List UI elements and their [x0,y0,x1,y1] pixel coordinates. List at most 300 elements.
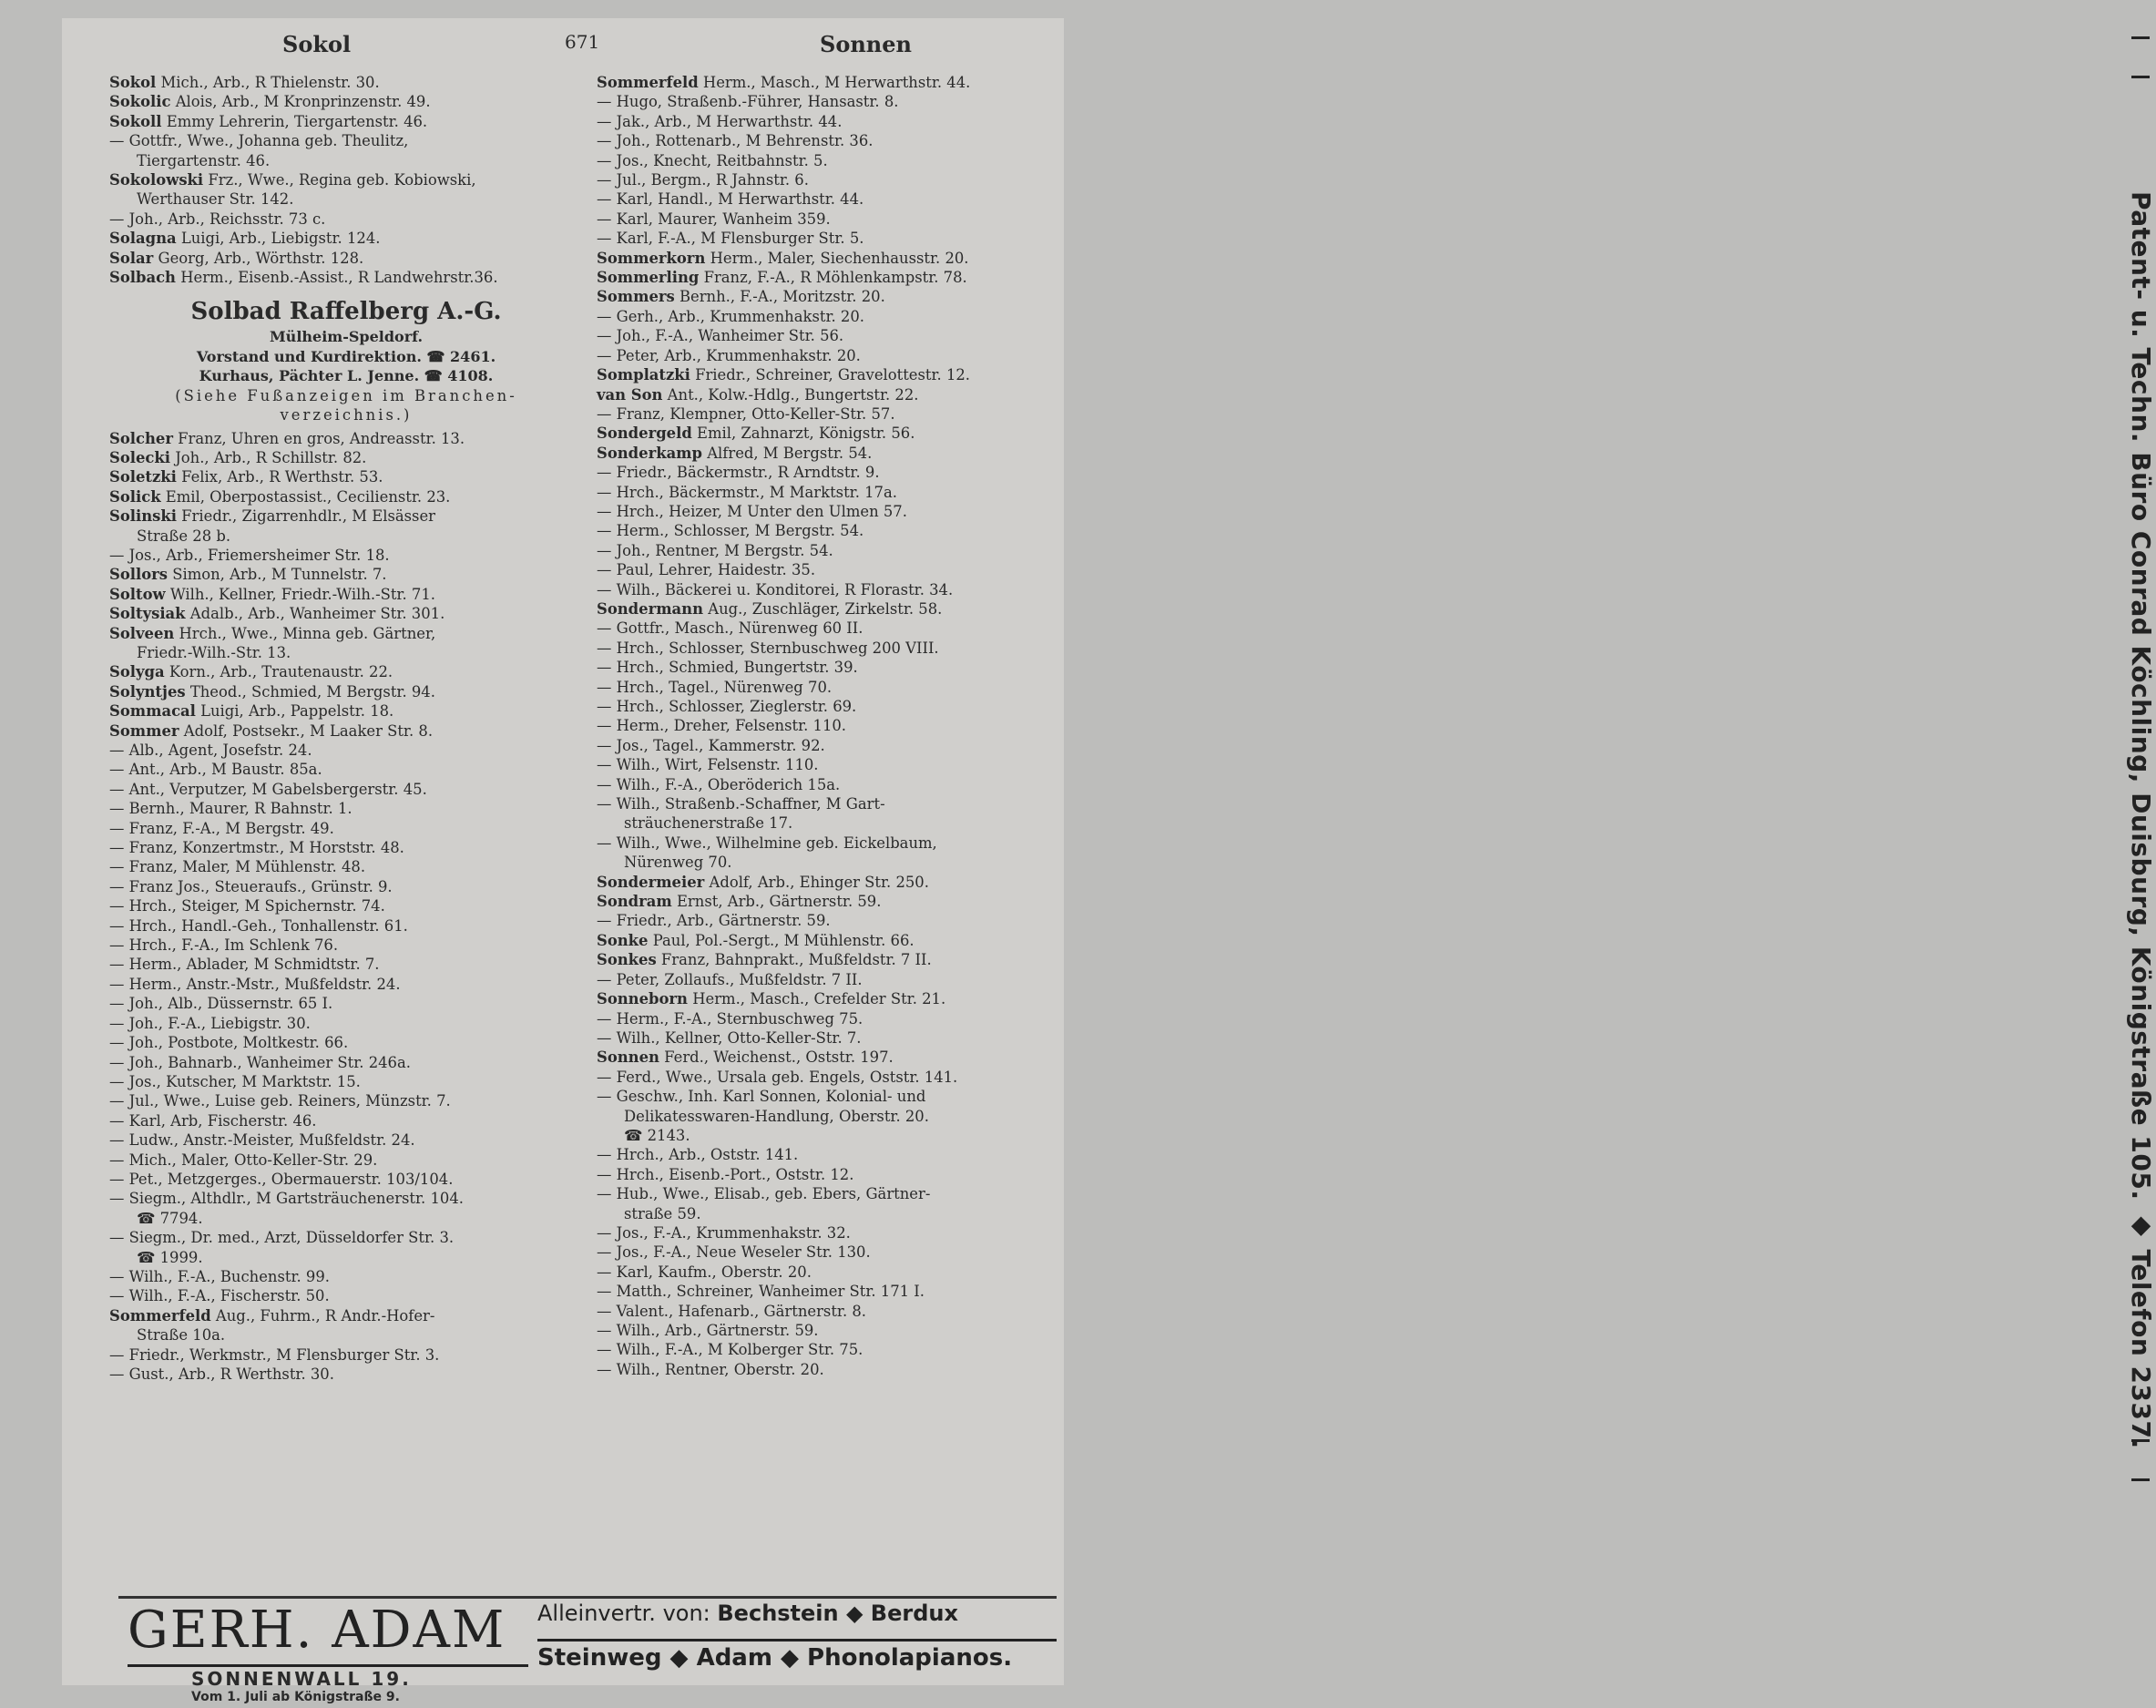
entry-text: — Alb., Agent, Josefstr. 24. [109,741,312,759]
entry-text: Alois, Arb., M Kronprinzenstr. 49. [170,93,431,111]
directory-entry [597,1107,1043,1126]
directory-entry [597,1223,1043,1243]
directory-entry [597,736,1043,755]
directory-entry [109,1111,583,1130]
entry-surname: Sonke [597,931,649,949]
directory-entry [109,1072,583,1091]
entry-text: — Jak., Arb., M Herwarthstr. 44. [597,112,843,130]
entry-text: — Pet., Metzgerges., Obermauerstr. 103/104. [109,1170,454,1188]
entry-text: — Hrch., Schlosser, Zieglerstr. 69. [597,698,857,715]
directory-entry [597,287,1043,306]
directory-entry [597,385,1043,404]
entry-text: — Joh., Rottenarb., M Behrenstr. 36. [597,132,874,150]
directory-entry [597,73,1043,92]
entry-text: Georg, Arb., Wörthstr. 128. [153,249,364,267]
entry-surname: Sondram [597,893,672,911]
page-number: 671 [565,31,600,53]
directory-entry [597,755,1043,774]
entry-text: ☎ 1999. [137,1248,203,1266]
directory-entry [109,585,583,604]
entry-text: Franz, F.-A., R Möhlenkampstr. 78. [699,269,967,287]
directory-entry [597,853,1043,872]
entry-surname: Sommerfeld [597,74,699,91]
entry-surname: Sonkes [597,951,657,969]
directory-entry [597,541,1043,560]
directory-entry [109,604,583,623]
directory-entry [109,760,583,779]
entry-text: — Hrch., Arb., Oststr. 141. [597,1146,799,1164]
entry-text: Adalb., Arb., Wanheimer Str. 301. [185,605,445,623]
directory-entry [109,1286,583,1305]
directory-entry [597,1340,1043,1359]
entry-text: — Hrch., Schlosser, Sternbuschweg 200 VIII. [597,639,939,657]
entry-text: Straße 10a. [137,1326,226,1345]
directory-entry [109,229,583,248]
directory-entry [109,1267,583,1286]
entry-surname: Solyga [109,663,165,681]
entry-surname: Solar [109,249,154,267]
entry-text: — Herm., F.-A., Sternbuschweg 75. [597,1009,863,1028]
entry-text: — Karl, Maurer, Wanheim 359. [597,210,831,228]
entry-text: — Hrch., Steiger, M Spichernstr. 74. [109,897,385,915]
entry-text: — Bernh., Maurer, R Bahnstr. 1. [109,800,353,818]
entry-surname: Solcher [109,429,173,447]
entry-text: — Hrch., Heizer, M Unter den Ulmen 57. [597,502,907,520]
entry-text: Alfred, M Bergstr. 54. [702,444,873,462]
directory-entry [597,658,1043,677]
entry-text: — Jos., Knecht, Reitbahnstr. 5. [597,151,828,169]
directory-entry [597,210,1043,229]
entry-text: Herm., Maler, Siechenhausstr. 20. [705,249,969,267]
directory-entry [109,112,583,131]
ad-company-name: GERH. ADAM [128,1601,506,1660]
entry-text: Frz., Wwe., Regina geb. Kobiowski, [203,171,476,189]
entry-text: Mich., Arb., R Thielenstr. 30. [156,74,380,91]
entry-text: — Hrch., Bäckermstr., M Marktstr. 17a. [597,483,897,501]
directory-entry [109,838,583,857]
directory-entry [597,794,1043,813]
directory-entry [109,780,583,799]
entry-surname: Sokolic [109,93,171,111]
directory-entry [597,1126,1043,1145]
entry-text: Adolf, Postsekr., M Laaker Str. 8. [179,721,434,740]
entry-text: — Peter, Arb., Krummenhakstr. 20. [597,346,861,364]
entry-text: — Hub., Wwe., Elisab., geb. Ebers, Gärtner- [597,1185,931,1203]
entry-text: — Wilh., Rentner, Oberstr. 20. [597,1360,824,1378]
ad-rule-right [537,1639,1057,1642]
directory-entry [597,1302,1043,1321]
entry-text: Theod., Schmied, M Bergstr. 94. [185,682,435,701]
entry-text: Herm., Eisenb.-Assist., R Landwehrstr.36. [175,269,498,287]
directory-entry [109,624,583,643]
entry-text: Hrch., Wwe., Minna geb. Gärtner, [174,624,436,642]
entry-text: Paul, Pol.-Sergt., M Mühlenstr. 66. [648,931,915,949]
directory-entry [597,1184,1043,1203]
ad-agency-prefix: Alleinvertr. von: [537,1601,710,1626]
right-column [597,73,1043,1379]
side-ad-text: Patent- u. Techn. Büro Conrad Köchling, Duisburg, Königstraße 105. ◆ Telefon 2337. [2126,191,2156,1449]
directory-entry [109,1130,583,1150]
directory-entry [109,565,583,584]
entry-text: — Paul, Lehrer, Haidestr. 35. [597,561,816,579]
directory-entry [109,936,583,955]
directory-entry [597,365,1043,384]
entry-surname: Sonderkamp [597,444,702,462]
entry-text: Friedr.-Wilh.-Str. 13. [137,643,291,661]
directory-entry [597,678,1043,697]
entry-surname: Soltysiak [109,605,186,623]
solbad-block [109,296,583,428]
entry-text: — Karl, Kaufm., Oberstr. 20. [597,1263,812,1281]
directory-entry [109,857,583,876]
directory-entry [597,1263,1043,1282]
entry-text: Herm., Masch., M Herwarthstr. 44. [698,74,971,91]
directory-entry [109,170,583,189]
directory-entry [109,131,583,150]
directory-entry [109,1248,583,1267]
entry-surname: Sokoll [109,112,162,130]
entry-surname: Solyntjes [109,682,186,701]
bottom-advertisement [118,1596,1057,1708]
entry-text: — Jos., Kutscher, M Marktstr. 15. [109,1072,361,1090]
directory-entry [597,326,1043,345]
entry-surname: Sondergeld [597,424,692,443]
directory-entry [109,92,583,111]
directory-entry [597,404,1043,424]
entry-surname: Sonnen [597,1048,659,1067]
directory-entry [597,521,1043,540]
entry-text: Friedr., Zigarrenhdlr., M Elsässer [176,507,435,526]
directory-entry [597,307,1043,326]
running-head [100,26,1057,62]
directory-entry [109,1345,583,1365]
entry-text: — Ant., Verputzer, M Gabelsbergerstr. 45. [109,780,427,798]
directory-entry [109,643,583,662]
entry-text: Wilh., Kellner, Friedr.-Wilh.-Str. 71. [165,585,435,603]
directory-entry [597,989,1043,1008]
directory-entry [597,599,1043,619]
ad-move-note: Vom 1. Juli ab Königstraße 9. [191,1690,400,1704]
directory-entry [109,1228,583,1247]
directory-entry [109,527,583,546]
left-entries-a [109,73,583,287]
directory-entry [597,1360,1043,1379]
directory-entry [109,506,583,526]
directory-entry [109,1151,583,1170]
directory-entry [597,249,1043,268]
entry-text: — Wilh., Kellner, Otto-Keller-Str. 7. [597,1028,862,1047]
directory-entry [109,1014,583,1033]
entry-text: — Gottfr., Masch., Nürenweg 60 II. [597,619,863,638]
entry-text: Franz, Bahnprakt., Mußfeldstr. 7 II. [656,951,932,969]
entry-text: — Jos., Tagel., Kammerstr. 92. [597,736,825,754]
left-entries-b [109,429,583,1385]
directory-entry [597,1282,1043,1301]
right-entries [597,73,1043,1379]
directory-entry [597,1165,1043,1184]
entry-surname: Sommacal [109,702,196,721]
directory-entry [597,697,1043,716]
entry-text: — Hrch., Schmied, Bungertstr. 39. [597,659,858,677]
entry-text: — Herm., Dreher, Felsenstr. 110. [597,717,847,735]
directory-entry [597,931,1043,950]
directory-entry [109,955,583,974]
directory-entry [597,424,1043,443]
directory-entry [597,873,1043,892]
entry-surname: Sokol [109,74,157,91]
entry-text: — Herm., Anstr.-Mstr., Mußfeldstr. 24. [109,975,401,993]
directory-entry [597,92,1043,111]
entry-text: — Friedr., Werkmstr., M Flensburger Str. 3. [109,1345,440,1364]
entry-text: — Wilh., Wwe., Wilhelmine geb. Eickelbaum, [597,834,937,852]
directory-entry [109,819,583,838]
entry-text: — Ant., Arb., M Baustr. 85a. [109,761,322,779]
directory-entry [109,1209,583,1228]
directory-entry [597,483,1043,502]
entry-text: — Franz, Klempner, Otto-Keller-Str. 57. [597,404,895,423]
entry-text: — Joh., Arb., Reichsstr. 73 c. [109,210,326,228]
solbad-line-3: (Siehe Fußanzeigen im Branchen- [175,386,517,404]
entry-text: Emmy Lehrerin, Tiergartenstr. 46. [161,112,428,130]
directory-entry [109,467,583,486]
entry-text: — Wilh., Arb., Gärtnerstr. 59. [597,1322,819,1339]
entry-text: Ferd., Weichenst., Oststr. 197. [659,1048,894,1067]
directory-entry [597,639,1043,658]
directory-entry [597,189,1043,209]
entry-text: Nürenweg 70. [624,854,732,872]
entry-surname: Somplatzki [597,366,690,384]
directory-entry [597,1321,1043,1340]
entry-text: — Wilh., F.-A., M Kolberger Str. 75. [597,1341,863,1359]
entry-text: Korn., Arb., Trautenaustr. 22. [164,663,393,681]
entry-text: — Ferd., Wwe., Ursala geb. Engels, Oststr. 141. [597,1068,958,1086]
entry-text: — Wilh., Bäckerei u. Konditorei, R Florastr. 34. [597,580,954,598]
directory-entry [109,741,583,760]
directory-entry [109,682,583,701]
entry-text: — Jul., Bergm., R Jahnstr. 6. [597,171,809,189]
directory-entry [597,444,1043,463]
entry-text: — Franz, F.-A., M Bergstr. 49. [109,819,334,837]
entry-surname: Soletzki [109,468,177,486]
directory-entry [109,1325,583,1345]
directory-entry [597,1028,1043,1048]
entry-text: Adolf, Arb., Ehinger Str. 250. [704,873,929,891]
entry-text: — Gerh., Arb., Krummenhakstr. 20. [597,307,864,325]
solbad-line-4: verzeichnis.) [280,406,413,424]
directory-entry [109,877,583,896]
entry-surname: Solecki [109,448,170,466]
directory-entry [597,1048,1043,1067]
directory-entry [597,950,1043,969]
directory-entry [597,346,1043,365]
entry-text: — Peter, Zollaufs., Mußfeldstr. 7 II. [597,970,863,988]
entry-surname: Solveen [109,624,175,642]
entry-text: Bernh., F.-A., Moritzstr. 20. [674,288,885,306]
entry-text: — Herm., Ablader, M Schmidtstr. 7. [109,956,380,974]
ad-address: SONNENWALL 19. [191,1668,412,1690]
directory-entry [109,1306,583,1325]
entry-surname: Solick [109,487,161,506]
entry-text: Emil, Oberpostassist., Cecilienstr. 23. [160,487,451,506]
entry-surname: Sonneborn [597,990,688,1008]
entry-text: — Siegm., Dr. med., Arzt, Düsseldorfer Str. 3. [109,1229,455,1247]
solbad-location: Mülheim-Speldorf. [269,328,424,346]
entry-text: — Joh., F.-A., Liebigstr. 30. [109,1014,311,1032]
entry-text: — Hrch., Tagel., Nürenweg 70. [597,678,833,696]
directory-entry [109,189,583,209]
directory-entry [109,916,583,936]
entry-text: — Friedr., Arb., Gärtnerstr. 59. [597,912,831,930]
entry-text: Franz, Uhren en gros, Andreasstr. 13. [172,429,465,447]
header-left-keyword: Sokol [282,31,352,57]
entry-text: — Joh., F.-A., Wanheimer Str. 56. [597,327,844,345]
directory-entry [109,429,583,448]
directory-entry [597,1243,1043,1262]
directory-entry [597,775,1043,794]
entry-surname: Sokolowski [109,171,204,189]
entry-surname: Solagna [109,230,177,248]
entry-text: — Hrch., Eisenb.-Port., Oststr. 12. [597,1165,854,1183]
directory-entry [109,210,583,229]
directory-entry [109,721,583,741]
directory-entry [597,1204,1043,1223]
entry-text: Herm., Masch., Crefelder Str. 21. [687,990,946,1008]
side-advertisement [1057,36,2156,1494]
entry-text: — Karl, F.-A., M Flensburger Str. 5. [597,230,864,248]
entry-text: — Franz Jos., Steueraufs., Grünstr. 9. [109,877,393,895]
entry-text: — Joh., Rentner, M Bergstr. 54. [597,541,833,559]
directory-entry [109,662,583,681]
entry-text: — Wilh., F.-A., Oberöderich 15a. [597,775,841,793]
entry-text: — Karl, Arb, Fischerstr. 46. [109,1111,317,1130]
entry-surname: Soltow [109,585,166,603]
directory-entry [597,463,1043,482]
directory-entry [109,701,583,721]
directory-entry [109,994,583,1013]
entry-text: — Gottfr., Wwe., Johanna geb. Theulitz, [109,132,409,150]
entry-text: ☎ 2143. [624,1126,690,1144]
entry-surname: Sondermeier [597,873,705,891]
entry-text: Straße 28 b. [137,527,231,545]
entry-text: — Jos., Arb., Friemersheimer Str. 18. [109,546,390,564]
directory-entry [109,1365,583,1384]
ad-brands-line: Steinweg ◆ Adam ◆ Phonolapianos. [537,1644,1013,1672]
directory-entry [597,1087,1043,1106]
directory-entry [109,546,583,565]
entry-text: Aug., Fuhrm., R Andr.-Hofer- [210,1306,435,1324]
directory-entry [597,1068,1043,1087]
directory-entry [597,813,1043,833]
entry-surname: Sondermann [597,599,704,618]
entry-text: — Jos., F.-A., Neue Weseler Str. 130. [597,1243,871,1262]
entry-text: Delikatesswaren-Handlung, Oberstr. 20. [624,1107,929,1125]
directory-entry [597,502,1043,521]
directory-entry [109,799,583,818]
entry-text: — Valent., Hafenarb., Gärtnerstr. 8. [597,1302,867,1320]
entry-text: Ernst, Arb., Gärtnerstr. 59. [671,893,882,911]
entry-text: — Wilh., F.-A., Buchenstr. 99. [109,1267,330,1285]
directory-entry [597,1145,1043,1164]
entry-surname: Sommers [597,288,675,306]
ad-rule-left [128,1664,528,1667]
ad-agency-brands: Bechstein ◆ Berdux [717,1601,958,1626]
directory-entry [109,1189,583,1208]
directory-entry [109,73,583,92]
entry-text: — Karl, Handl., M Herwarthstr. 44. [597,190,864,209]
entry-text: — Geschw., Inh. Karl Sonnen, Kolonial- und [597,1088,926,1106]
directory-entry [109,1033,583,1052]
entry-text: — Wilh., F.-A., Fischerstr. 50. [109,1287,330,1305]
entry-text: straße 59. [624,1204,701,1222]
entry-text: Friedr., Schreiner, Gravelottestr. 12. [690,366,971,384]
entry-text: — Joh., Bahnarb., Wanheimer Str. 246a. [109,1053,411,1071]
ad-agency-line [537,1601,958,1626]
directory-entry [109,896,583,915]
directory-entry [109,975,583,994]
entry-text: — Jul., Wwe., Luise geb. Reiners, Münzstr. 7. [109,1092,451,1110]
directory-entry [597,1009,1043,1028]
entry-text: — Hugo, Straßenb.-Führer, Hansastr. 8. [597,93,899,111]
directory-entry [109,268,583,287]
entry-surname: Solbach [109,269,176,287]
entry-surname: Sommerfeld [109,1306,211,1324]
entry-text: — Matth., Schreiner, Wanheimer Str. 171 I. [597,1283,925,1301]
directory-entry [597,716,1043,735]
directory-entry [109,448,583,467]
directory-entry [109,1170,583,1189]
directory-entry [109,1053,583,1072]
directory-entry [597,268,1043,287]
directory-entry [597,892,1043,911]
entry-text: Luigi, Arb., Pappelstr. 18. [195,702,394,721]
entry-surname: van Son [597,385,663,404]
entry-text: — Mich., Maler, Otto-Keller-Str. 29. [109,1151,378,1169]
entry-text: — Herm., Schlosser, M Bergstr. 54. [597,522,864,540]
entry-text: — Wilh., Straßenb.-Schaffner, M Gart- [597,795,885,813]
header-right-keyword: Sonnen [820,31,912,57]
directory-entry [597,151,1043,170]
solbad-line-1: Vorstand und Kurdirektion. ☎ 2461. [196,347,496,365]
entry-text: — Siegm., Althdlr., M Gartsträuchenerstr. 104. [109,1190,464,1208]
left-column [109,73,583,1384]
entry-text: Aug., Zuschläger, Zirkelstr. 58. [703,599,943,618]
directory-entry [597,970,1043,989]
directory-entry [597,112,1043,131]
directory-entry [109,249,583,268]
directory-entry [597,911,1043,930]
entry-text: Joh., Arb., R Schillstr. 82. [170,448,367,466]
directory-entry [109,1091,583,1110]
side-rule-top [2131,36,2150,78]
entry-text: Emil, Zahnarzt, Königstr. 56. [691,424,915,443]
entry-text: — Joh., Alb., Düssernstr. 65 I. [109,995,333,1013]
entry-text: — Ludw., Anstr.-Meister, Mußfeldstr. 24. [109,1131,415,1150]
entry-surname: Solinski [109,507,177,526]
entry-text: — Franz, Maler, M Mühlenstr. 48. [109,858,366,876]
entry-surname: Sollors [109,566,169,584]
entry-text: Ant., Kolw.-Hdlg., Bungertstr. 22. [662,385,919,404]
entry-text: Tiergartenstr. 46. [137,151,271,169]
entry-text: — Joh., Postbote, Moltkestr. 66. [109,1034,349,1052]
directory-entry [597,131,1043,150]
directory-entry [597,619,1043,638]
entry-text: — Hrch., Handl.-Geh., Tonhallenstr. 61. [109,916,408,935]
directory-entry [597,170,1043,189]
directory-entry [109,151,583,170]
entry-text: Simon, Arb., M Tunnelstr. 7. [168,566,387,584]
solbad-title: Solbad Raffelberg A.-G. [190,298,502,326]
entry-text: — Friedr., Bäckermstr., R Arndtstr. 9. [597,464,880,482]
